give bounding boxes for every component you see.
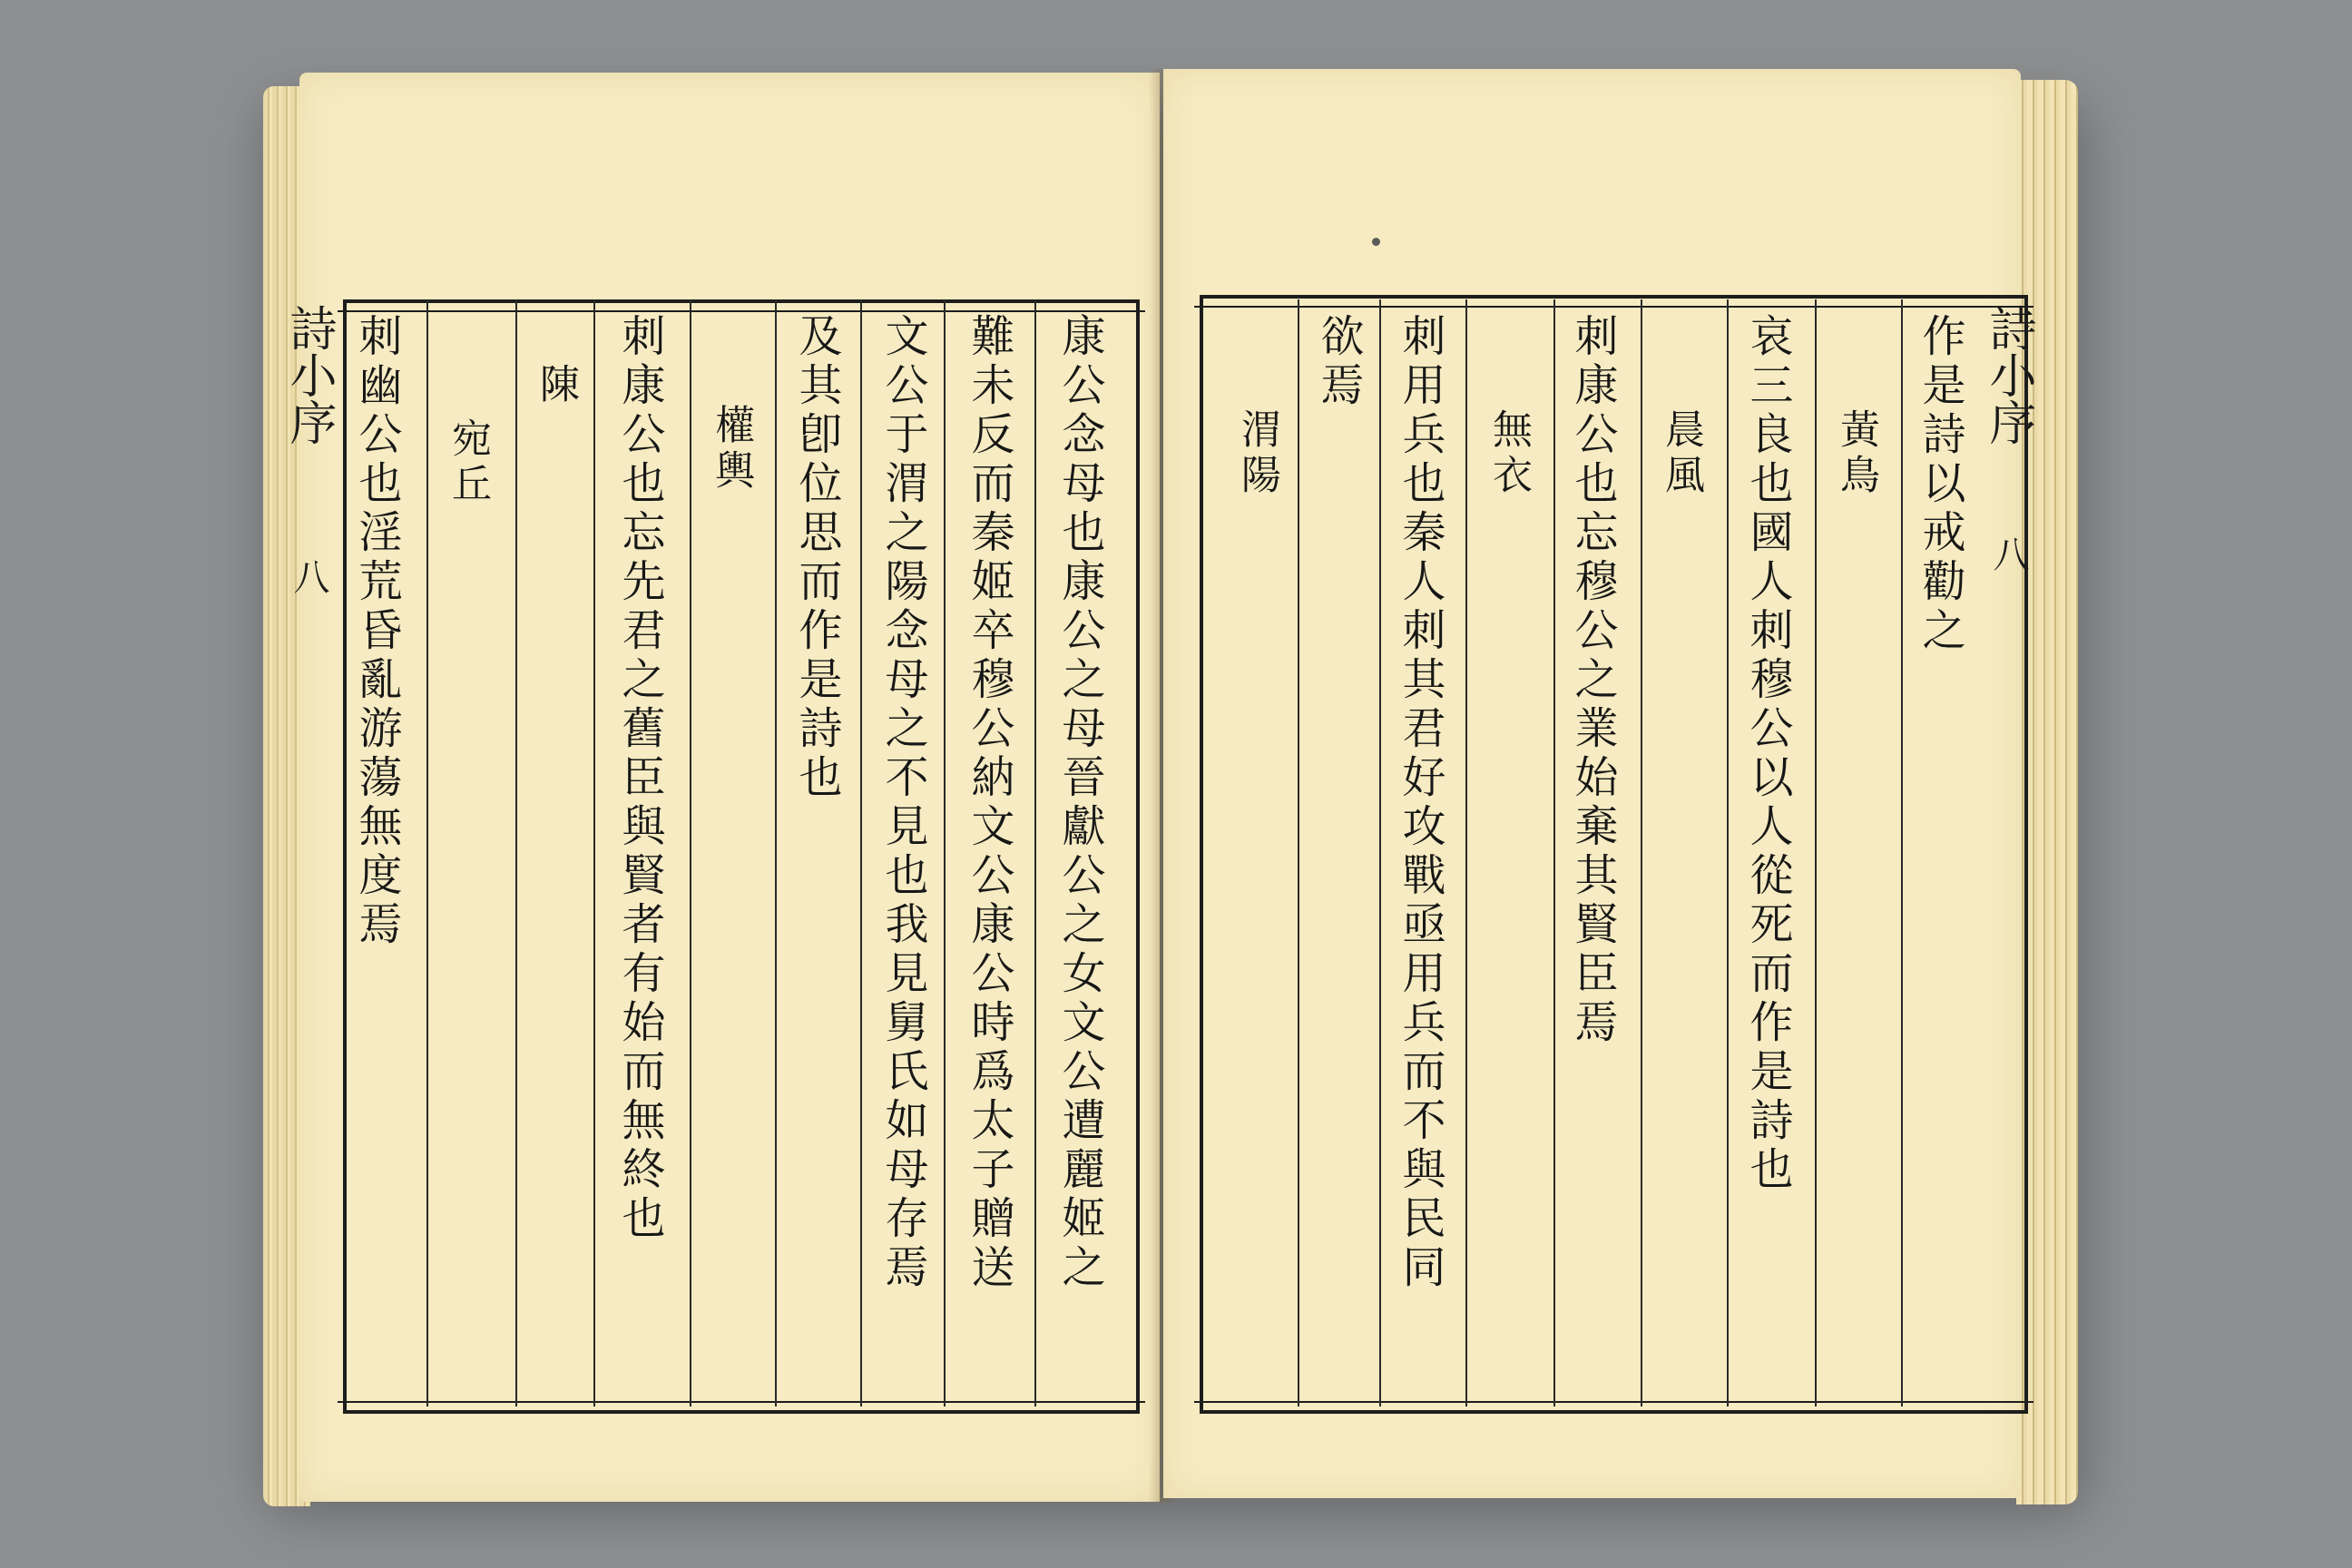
text-column-3: 哀三良也國人刺穆公以人從死而作是詩也 bbox=[1742, 313, 1793, 1195]
poem-title-weiyang: 渭陽 bbox=[1234, 408, 1280, 499]
state-title-chen: 陳 bbox=[533, 363, 579, 408]
text-column-1: 作是詩以戒勸之 bbox=[1915, 313, 1965, 656]
paper-speck bbox=[1372, 238, 1380, 246]
right-margin-numeral: 八 bbox=[1987, 535, 2029, 572]
text-column-1: 康公念母也康公之母晉獻公之女文公遭麗姬之 bbox=[1054, 313, 1105, 1293]
text-column-2: 難未反而秦姬卒穆公納文公康公時爲太子贈送 bbox=[964, 313, 1014, 1293]
poem-title-wuyi: 無衣 bbox=[1485, 408, 1532, 499]
column-rule bbox=[860, 299, 862, 1406]
right-margin-banner: 詩小序 bbox=[1981, 304, 2035, 446]
text-column-9: 刺幽公也淫荒昏亂游蕩無度焉 bbox=[351, 313, 402, 950]
column-rule bbox=[1298, 299, 1299, 1406]
text-column-3: 文公于渭之陽念母之不見也我見舅氏如母存焉 bbox=[877, 313, 928, 1293]
text-column-4: 及其卽位思而作是詩也 bbox=[791, 313, 842, 803]
column-rule bbox=[1553, 299, 1555, 1406]
column-rule bbox=[1465, 299, 1467, 1406]
text-column-6: 刺康公也忘先君之舊臣與賢者有始而無終也 bbox=[614, 313, 665, 1244]
text-column-7: 刺用兵也秦人刺其君好攻戰亟用兵而不與民同 bbox=[1395, 313, 1446, 1293]
column-rule bbox=[1727, 299, 1729, 1406]
column-rule bbox=[775, 299, 777, 1406]
column-rule bbox=[1641, 299, 1642, 1406]
poem-title-huangniao: 黃鳥 bbox=[1833, 408, 1879, 499]
poem-title-chenfeng: 晨風 bbox=[1658, 408, 1704, 499]
text-column-8: 欲焉 bbox=[1313, 313, 1364, 411]
poem-title-wanqiu: 宛丘 bbox=[445, 417, 491, 508]
column-rule bbox=[690, 299, 691, 1406]
left-margin-numeral: 八 bbox=[288, 558, 329, 594]
text-column-5: 刺康公也忘穆公之業始棄其賢臣焉 bbox=[1567, 313, 1618, 1048]
column-rule bbox=[1379, 299, 1381, 1406]
column-rule bbox=[515, 299, 517, 1406]
column-rule bbox=[1034, 299, 1036, 1406]
column-rule bbox=[593, 299, 595, 1406]
column-rule bbox=[944, 299, 946, 1406]
poem-title-quanyu: 權輿 bbox=[708, 404, 754, 495]
column-rule bbox=[1901, 299, 1903, 1406]
column-rule bbox=[426, 299, 428, 1406]
column-rule bbox=[1815, 299, 1817, 1406]
left-margin-banner: 詩小序 bbox=[281, 304, 336, 446]
